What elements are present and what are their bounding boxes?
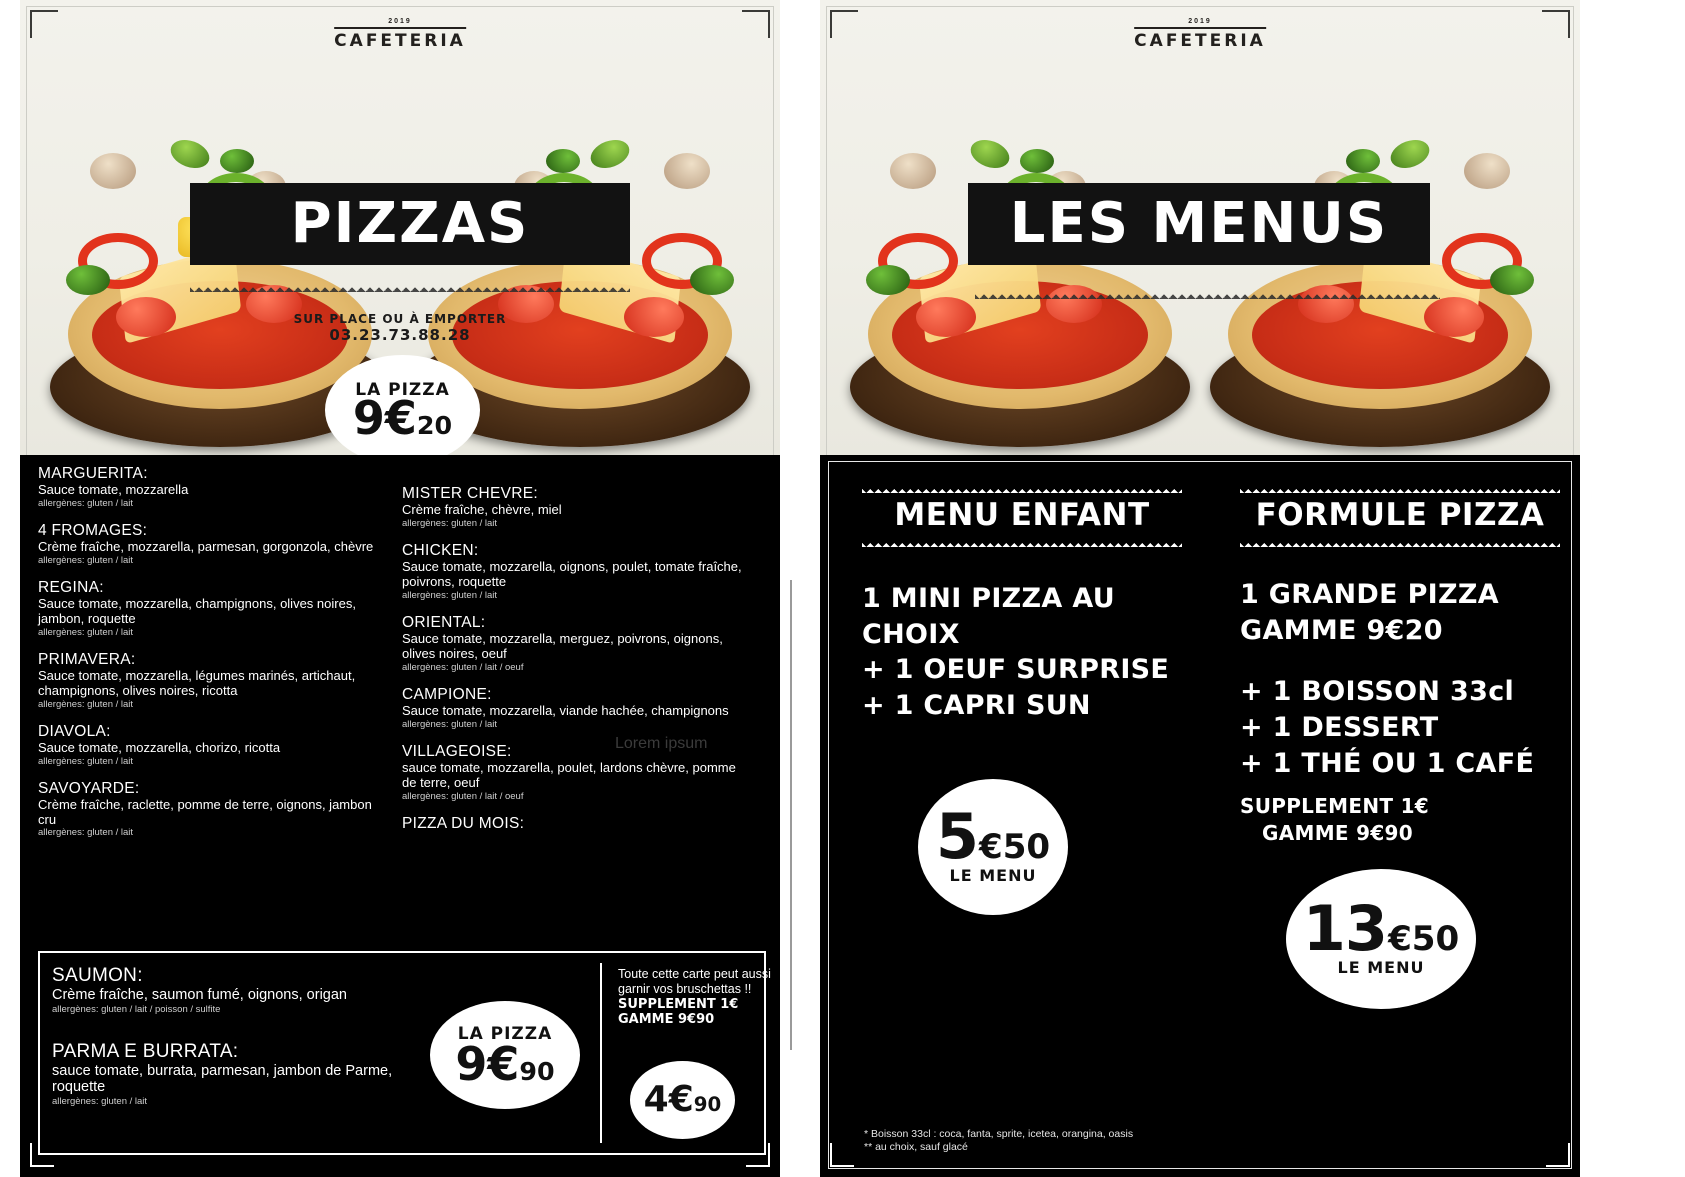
kids-menu-line: + 1 CAPRI SUN	[862, 689, 1091, 721]
pizza-list-body	[20, 455, 780, 1177]
page-separator	[790, 580, 792, 1050]
pizza-name: PIZZA DU MOIS:	[402, 814, 525, 832]
pizza-desc: Crème fraîche, chèvre, miel	[402, 502, 562, 517]
page-title-pizzas	[190, 183, 630, 265]
pizza-desc: Sauce tomate, mozzarella, chorizo, ricotta	[38, 739, 281, 755]
formula-badge-decimals: 50	[1411, 918, 1460, 959]
premium-pizzas-box	[38, 951, 771, 1155]
premium-desc: Crème fraîche, saumon fumé, oignons, origan	[52, 987, 347, 1003]
kids-badge-amount: 5	[935, 799, 978, 873]
formula-extra: + 1 THÉ OU 1 CAFÉ	[1240, 747, 1535, 779]
formula-extra: + 1 DESSERT	[1240, 711, 1439, 743]
premium-badge-caption: LA PIZZA	[457, 1024, 553, 1045]
price-badge-supplement-490	[630, 1061, 735, 1139]
pizza-name: PRIMAVERA:	[38, 650, 136, 668]
corner-mark-bottom-left	[830, 1143, 854, 1167]
pizza-name: MISTER CHEVRE:	[402, 485, 538, 502]
zigzag-divider	[190, 283, 630, 292]
premium-badge-decimals: 90	[519, 1057, 555, 1087]
brand-logo-name: CAFETERIA	[1134, 31, 1266, 51]
corner-mark-bottom-right	[1546, 1143, 1570, 1167]
corner-mark-top-left	[30, 10, 58, 38]
brand-logo-small: 2019	[1188, 18, 1212, 25]
brand-logo	[334, 18, 466, 51]
pizza-item	[402, 614, 752, 673]
order-info-line1: SUR PLACE OU À EMPORTER	[293, 312, 507, 326]
menus-body	[820, 455, 1580, 1177]
kids-badge-decimals: 50	[1002, 826, 1051, 867]
pizza-allergens: allergènes: gluten / lait	[402, 589, 498, 601]
pizza-allergens: allergènes: gluten / lait / oeuf	[402, 661, 524, 673]
price-badge-caption: LA PIZZA	[355, 380, 450, 401]
pizza-allergens: allergènes: gluten / lait	[38, 626, 134, 638]
pizza-desc: Sauce tomate, mozzarella	[38, 482, 189, 497]
page-title-text: PIZZAS	[290, 191, 530, 256]
pizza-name: MARGUERITA:	[38, 465, 148, 482]
kids-menu-line: + 1 OEUF SURPRISE	[862, 654, 1170, 686]
pizza-item	[38, 522, 378, 566]
order-info-phone: 03.23.73.88.28	[329, 326, 471, 344]
carte-note-gamme: GAMME 9€90	[618, 1011, 715, 1027]
premium-name: PARMA E BURRATA:	[52, 1040, 239, 1062]
corner-mark-bottom-right	[746, 1143, 770, 1167]
kids-menu-rule-top	[862, 485, 1182, 493]
corner-mark-top-right	[742, 10, 770, 38]
premium-item	[52, 965, 407, 1015]
kids-menu-line: 1 MINI PIZZA AU CHOIX	[862, 583, 1115, 650]
pizza-desc: Sauce tomate, mozzarella, oignons, poulet, tomate fraîche, poivrons, roquette	[402, 558, 742, 589]
pizza-item	[38, 465, 378, 509]
formula-supplement-line2: GAMME 9€90	[1262, 820, 1413, 845]
formula-badge-amount: 13	[1302, 891, 1388, 965]
pizza-allergens: allergènes: gluten / lait	[38, 497, 134, 509]
formula-rule-top	[1240, 485, 1560, 493]
brand-logo	[1134, 18, 1266, 51]
price-badge-pizza-920	[325, 355, 480, 455]
pizza-allergens: allergènes: gluten / lait	[38, 554, 134, 566]
premium-allergens: allergènes: gluten / lait / poisson / sulfite	[52, 1003, 221, 1015]
pizza-allergens: allergènes: gluten / lait	[38, 827, 134, 839]
supplement-badge-currency: €	[668, 1078, 694, 1120]
price-badge-pizza-990	[430, 1001, 580, 1109]
premium-desc: sauce tomate, burrata, parmesan, jambon de Parme, roquette	[52, 1062, 393, 1096]
premium-name: SAUMON:	[52, 965, 143, 986]
pizza-allergens: allergènes: gluten / lait	[402, 718, 498, 730]
supplement-badge-decimals: 90	[693, 1092, 722, 1116]
price-badge-formula-1350	[1286, 869, 1476, 1009]
pizzas-page	[20, 0, 780, 1177]
corner-mark-top-left	[830, 10, 858, 38]
pizza-name: DIAVOLA:	[38, 722, 111, 740]
kids-badge-caption: LE MENU	[949, 866, 1037, 886]
pizza-desc: Crème fraîche, mozzarella, parmesan, gorgonzola, chèvre	[38, 538, 374, 554]
kids-menu-section	[862, 479, 1182, 886]
pizza-allergens: allergènes: gluten / lait	[402, 517, 498, 529]
brand-logo-small: 2019	[388, 18, 412, 25]
pizza-name: 4 FROMAGES:	[38, 521, 148, 539]
formula-rule-bottom	[1240, 539, 1560, 547]
pizza-item	[402, 542, 752, 601]
carte-note	[618, 967, 778, 1027]
carte-note-text: Toute cette carte peut aussi garnir vos bruschettas !!	[618, 967, 771, 996]
formula-line: 1 GRANDE PIZZA	[1240, 579, 1499, 610]
pizza-name: ORIENTAL:	[402, 613, 486, 631]
pizza-item	[38, 651, 378, 710]
formula-section	[1240, 479, 1560, 978]
formula-badge-caption: LE MENU	[1337, 958, 1425, 978]
premium-allergens: allergènes: gluten / lait	[52, 1096, 148, 1108]
pizza-column-right	[402, 485, 752, 846]
pizza-item	[402, 815, 752, 833]
pizza-desc: Sauce tomate, mozzarella, viande hachée, champignons	[402, 702, 729, 718]
pizza-desc: sauce tomate, mozzarella, poulet, lardons chèvre, pomme de terre, oeuf	[402, 759, 736, 790]
pizza-allergens: allergènes: gluten / lait / oeuf	[402, 790, 524, 802]
price-badge-kids-550	[918, 779, 1068, 915]
price-badge-amount: 9	[352, 391, 384, 446]
formula-line: GAMME 9€20	[1240, 614, 1443, 646]
pizza-item	[38, 579, 378, 638]
page-title-menus	[968, 183, 1430, 265]
pizza-allergens: allergènes: gluten / lait	[38, 755, 134, 767]
pizza-name: CHICKEN:	[402, 541, 479, 559]
box-vertical-divider	[600, 963, 602, 1143]
pizza-name: SAVOYARDE:	[38, 779, 140, 797]
pizza-name: CAMPIONE:	[402, 685, 492, 703]
brand-logo-name: CAFETERIA	[334, 31, 466, 51]
carte-note-supplement: SUPPLEMENT 1€	[618, 996, 739, 1012]
formula-heading: FORMULE PIZZA	[1255, 497, 1545, 533]
price-badge-decimals: 20	[416, 411, 453, 441]
corner-mark-top-right	[1542, 10, 1570, 38]
premium-badge-currency: €	[487, 1037, 520, 1092]
pizza-item	[402, 686, 752, 730]
pizza-item	[38, 723, 378, 767]
premium-badge-amount: 9	[455, 1037, 487, 1092]
pizza-allergens: allergènes: gluten / lait	[38, 698, 134, 710]
pizzas-hero	[20, 0, 780, 455]
pizza-item	[38, 780, 378, 839]
menus-page	[820, 0, 1580, 1177]
formula-badge-currency: €	[1388, 918, 1412, 959]
premium-item	[52, 1041, 407, 1107]
order-info	[20, 312, 780, 344]
pizza-desc: Sauce tomate, mozzarella, légumes marinés, artichaut, champignons, olives noires, ricotta	[38, 667, 356, 698]
pizza-desc: Sauce tomate, mozzarella, champignons, olives noires, jambon, roquette	[38, 595, 356, 626]
kids-badge-currency: €	[978, 826, 1003, 867]
corner-mark-bottom-left	[30, 1143, 54, 1167]
pizza-column-left	[38, 465, 378, 851]
pizza-desc: Sauce tomate, mozzarella, merguez, poivrons, oignons, olives noires, oeuf	[402, 630, 723, 661]
pizza-item	[402, 743, 752, 802]
pizza-name: VILLAGEOISE:	[402, 742, 512, 760]
pizza-desc: Crème fraîche, raclette, pomme de terre, oignons, jambon cru	[38, 796, 372, 827]
page-title-text: LES MENUS	[1009, 191, 1389, 256]
kids-menu-rule-bottom	[862, 539, 1182, 547]
watermark-text: Lorem ipsum	[615, 735, 708, 752]
formula-extra: + 1 BOISSON 33cl	[1240, 676, 1515, 708]
price-badge-currency: €	[384, 391, 417, 446]
footnote-line1: * Boisson 33cl : coca, fanta, sprite, icetea, orangina, oasis	[864, 1127, 1134, 1140]
pizza-item	[402, 485, 752, 529]
footnote-line2: ** au choix, sauf glacé	[864, 1141, 968, 1154]
formula-supplement-line1: SUPPLEMENT 1€	[1240, 794, 1430, 819]
menus-hero	[820, 0, 1580, 455]
pizza-name: REGINA:	[38, 578, 104, 596]
supplement-badge-amount: 4	[643, 1078, 668, 1120]
zigzag-divider	[975, 290, 1440, 299]
kids-menu-heading: MENU ENFANT	[894, 497, 1150, 533]
menus-footnote	[864, 1128, 1133, 1155]
